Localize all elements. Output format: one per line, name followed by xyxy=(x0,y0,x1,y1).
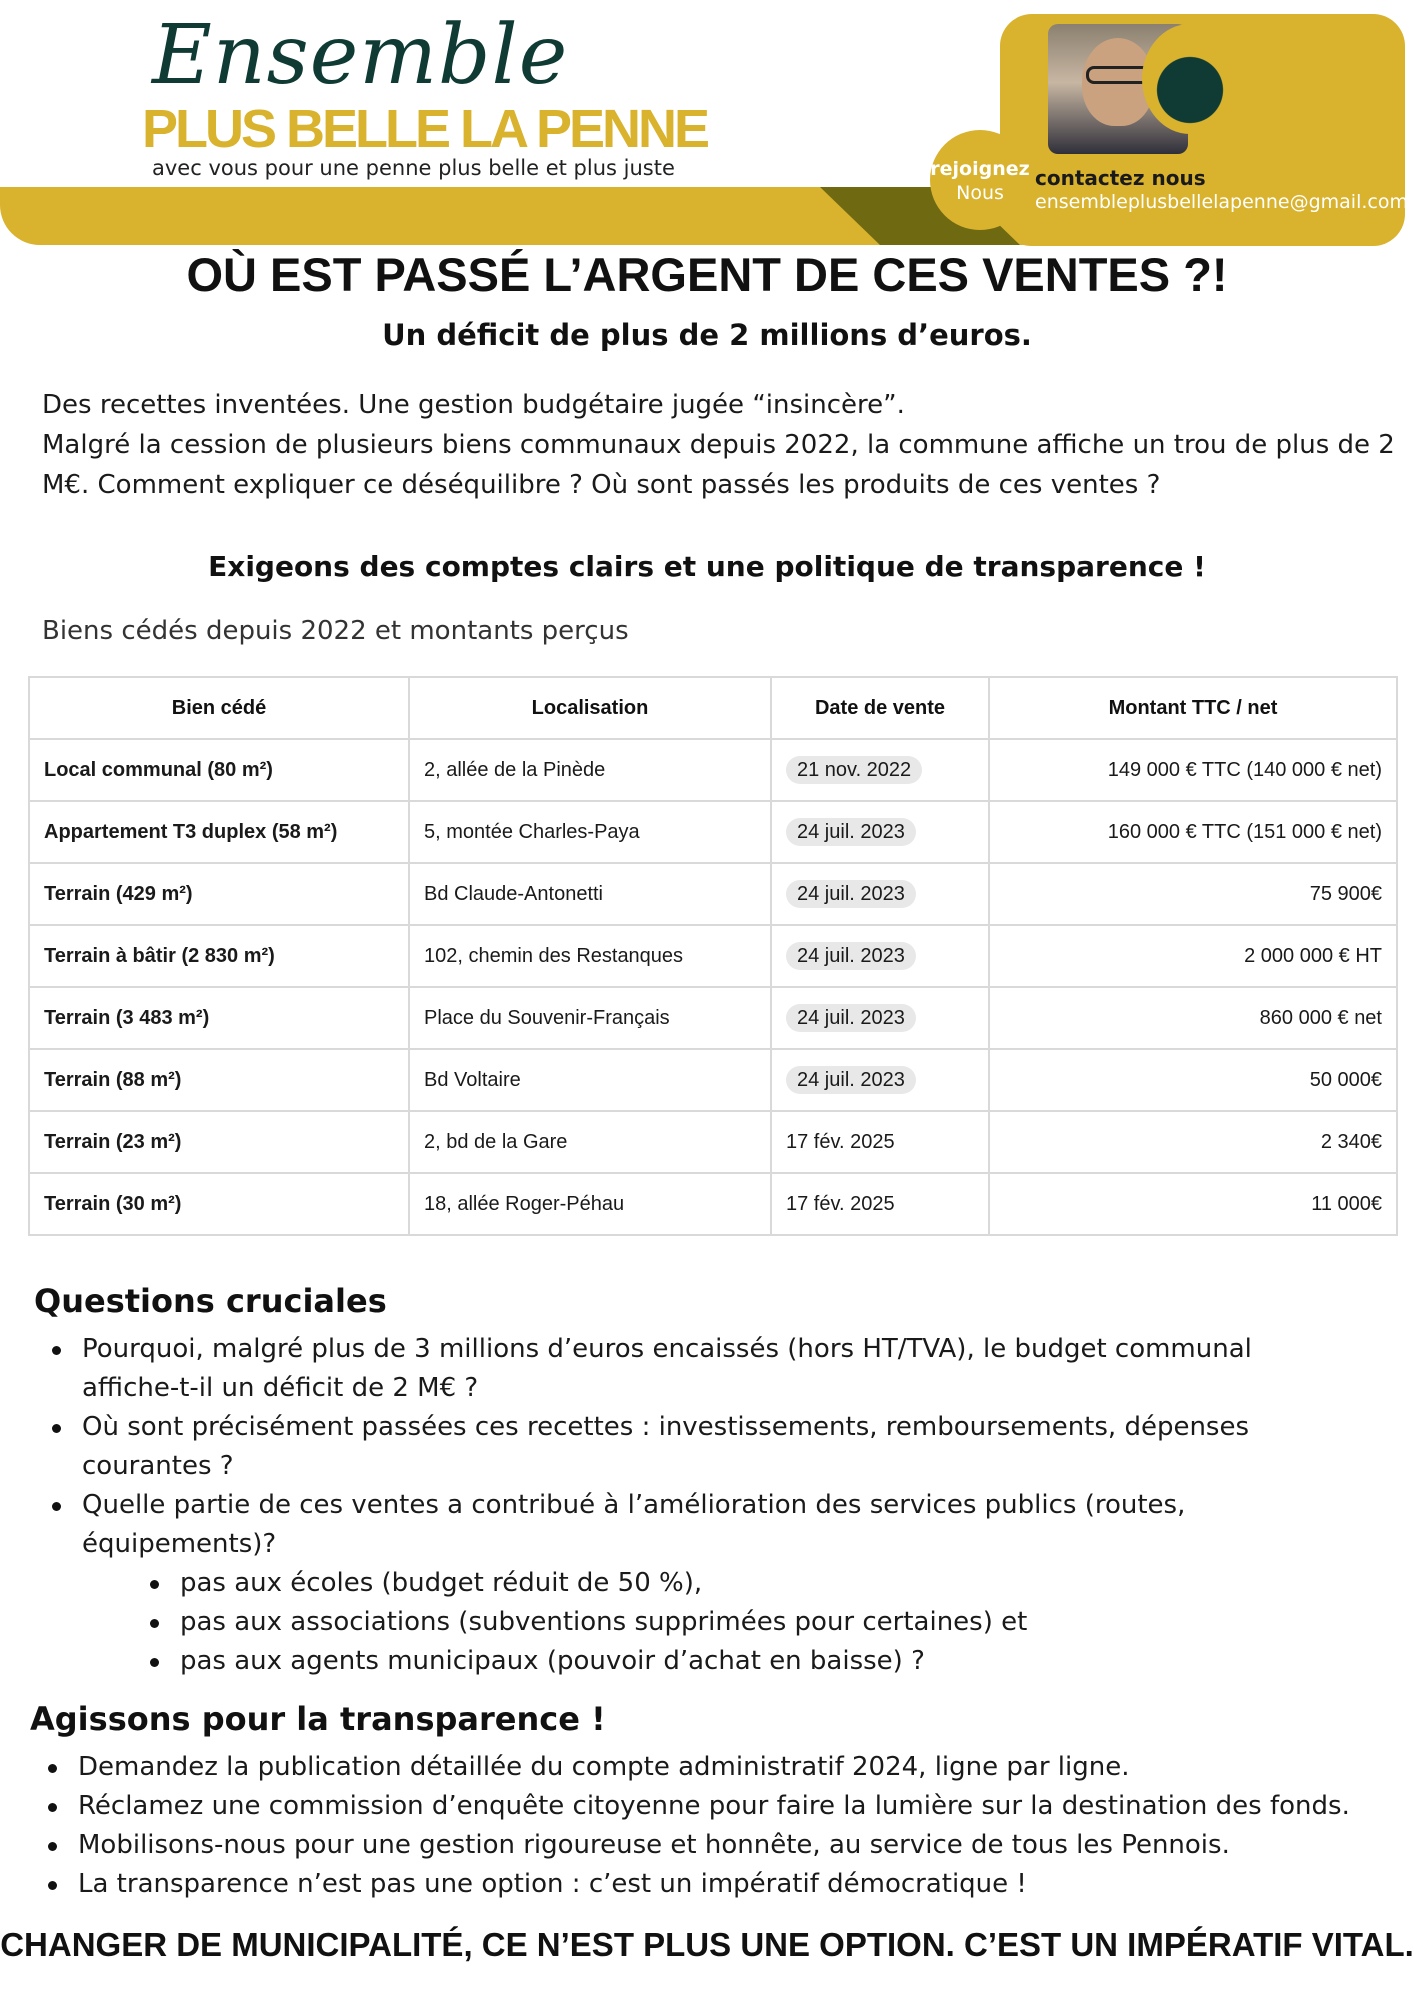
list-item: Mobilisons-nous pour une gestion rigoureuse et honnête, au service de tous les Pennois. xyxy=(38,1826,1398,1865)
cell-localisation: 2, bd de la Gare xyxy=(409,1111,771,1173)
closing-statement: CHANGER DE MUNICIPALITÉ, CE N’EST PLUS UNE OPTION. C’EST UN IMPÉRATIF VITAL. xyxy=(0,1926,1414,1963)
page-subtitle: Un déficit de plus de 2 millions d’euros. xyxy=(382,318,1032,352)
cell-bien: Local communal (80 m²) xyxy=(29,739,409,801)
list-item: La transparence n’est pas une option : c’est un impératif démocratique ! xyxy=(38,1865,1398,1904)
cell-bien: Appartement T3 duplex (58 m²) xyxy=(29,801,409,863)
cell-date xyxy=(771,801,989,863)
cell-bien: Terrain (3 483 m²) xyxy=(29,987,409,1049)
sales-table xyxy=(28,676,1398,1236)
cell-localisation: 5, montée Charles-Paya xyxy=(409,801,771,863)
join-label[interactable]: rejoignez xyxy=(930,158,1030,180)
cell-localisation: Place du Souvenir-Français xyxy=(409,987,771,1049)
list-item: Demandez la publication détaillée du compte administratif 2024, ligne par ligne. xyxy=(38,1748,1398,1787)
header-bien: Bien cédé xyxy=(29,677,409,739)
list-item: Pourquoi, malgré plus de 3 millions d’euros encaissés (hors HT/TVA), le budget communal affiche-t-il un déficit de 2 M€ ? xyxy=(42,1330,1322,1408)
table-row xyxy=(29,925,1397,987)
action-list xyxy=(38,1748,1398,1904)
list-item: Réclamez une commission d’enquête citoyenne pour faire la lumière sur la destination des fonds. xyxy=(38,1787,1398,1826)
cell-date: 17 fév. 2025 xyxy=(771,1173,989,1235)
date-chip: 24 juil. 2023 xyxy=(786,1066,916,1094)
portrait-glasses xyxy=(1086,66,1150,84)
cell-montant: 11 000€ xyxy=(989,1173,1397,1235)
table-row xyxy=(29,1049,1397,1111)
table-row xyxy=(29,1111,1397,1173)
action-heading: Agissons pour la transparence ! xyxy=(30,1700,606,1738)
contact-label: contactez nous xyxy=(1035,166,1206,190)
logo-wordmark: PLUS BELLE LA PENNE xyxy=(142,99,708,159)
table-row xyxy=(29,863,1397,925)
cell-bien: Terrain (88 m²) xyxy=(29,1049,409,1111)
list-item: Où sont précisément passées ces recettes : investissements, remboursements, dépenses courantes ? xyxy=(42,1408,1322,1486)
join-label-2[interactable]: Nous xyxy=(956,182,1004,204)
date-chip: 24 juil. 2023 xyxy=(786,880,916,908)
table-row xyxy=(29,801,1397,863)
questions-list xyxy=(42,1330,1322,1564)
join-badge[interactable] xyxy=(930,130,1030,230)
contact-email-link[interactable]: ensembleplusbellelapenne@gmail.com xyxy=(1035,191,1408,213)
party-emblem xyxy=(1142,24,1238,134)
cell-montant: 75 900€ xyxy=(989,863,1397,925)
sublist-item: pas aux écoles (budget réduit de 50 %), xyxy=(140,1564,1240,1603)
table-caption: Biens cédés depuis 2022 et montants perçus xyxy=(42,616,629,646)
cell-date xyxy=(771,1049,989,1111)
demand-heading: Exigeons des comptes clairs et une politique de transparence ! xyxy=(208,550,1206,583)
tagline: avec vous pour une penne plus belle et plus juste xyxy=(152,156,675,180)
date-chip: 21 nov. 2022 xyxy=(786,756,922,784)
sublist-item: pas aux associations (subventions supprimées pour certaines) et xyxy=(140,1603,1240,1642)
cell-bien: Terrain à bâtir (2 830 m²) xyxy=(29,925,409,987)
date-chip: 24 juil. 2023 xyxy=(786,818,916,846)
table-row xyxy=(29,1173,1397,1235)
intro-line-1: Des recettes inventées. Une gestion budgétaire jugée “insincère”. xyxy=(42,390,905,420)
cell-bien: Terrain (429 m²) xyxy=(29,863,409,925)
table-row xyxy=(29,987,1397,1049)
cell-date xyxy=(771,987,989,1049)
sublist-item: pas aux agents municipaux (pouvoir d’achat en baisse) ? xyxy=(140,1642,1240,1681)
cell-date xyxy=(771,739,989,801)
table-row xyxy=(29,739,1397,801)
cell-montant: 149 000 € TTC (140 000 € net) xyxy=(989,739,1397,801)
header-date: Date de vente xyxy=(771,677,989,739)
table-header-row xyxy=(29,677,1397,739)
cell-montant: 2 000 000 € HT xyxy=(989,925,1397,987)
intro-paragraph xyxy=(42,385,1402,505)
questions-sublist xyxy=(140,1564,1240,1681)
list-item: Quelle partie de ces ventes a contribué à l’amélioration des services publics (routes, équipements)? xyxy=(42,1486,1322,1564)
logo-script: Ensemble xyxy=(152,8,569,103)
cell-date: 17 fév. 2025 xyxy=(771,1111,989,1173)
cell-montant: 50 000€ xyxy=(989,1049,1397,1111)
header-localisation: Localisation xyxy=(409,677,771,739)
cell-bien: Terrain (30 m²) xyxy=(29,1173,409,1235)
cell-date xyxy=(771,925,989,987)
date-chip: 24 juil. 2023 xyxy=(786,942,916,970)
questions-heading: Questions cruciales xyxy=(34,1282,387,1320)
cell-localisation: Bd Voltaire xyxy=(409,1049,771,1111)
cell-montant: 2 340€ xyxy=(989,1111,1397,1173)
date-chip: 24 juil. 2023 xyxy=(786,1004,916,1032)
cell-bien: Terrain (23 m²) xyxy=(29,1111,409,1173)
intro-line-2: Malgré la cession de plusieurs biens communaux depuis 2022, la commune affiche un trou de plus de 2 M€. Comment expliquer ce déséquilibre ? Où sont passés les produits de ces ventes ? xyxy=(42,430,1395,500)
cell-localisation: 102, chemin des Restanques xyxy=(409,925,771,987)
cell-montant: 860 000 € net xyxy=(989,987,1397,1049)
cell-localisation: Bd Claude-Antonetti xyxy=(409,863,771,925)
header-montant: Montant TTC / net xyxy=(989,677,1397,739)
cell-localisation: 2, allée de la Pinède xyxy=(409,739,771,801)
page-title: OÙ EST PASSÉ L’ARGENT DE CES VENTES ?! xyxy=(186,248,1228,301)
cell-montant: 160 000 € TTC (151 000 € net) xyxy=(989,801,1397,863)
cell-date xyxy=(771,863,989,925)
cell-localisation: 18, allée Roger-Péhau xyxy=(409,1173,771,1235)
